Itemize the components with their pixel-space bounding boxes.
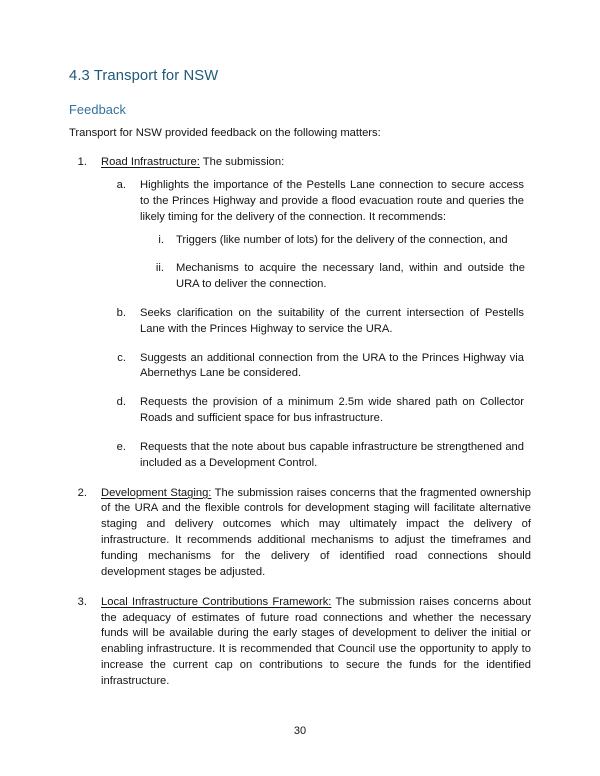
list-item-text: Mechanisms to acquire the necessary land, within and outside the URA to deliver the connection. <box>176 262 525 291</box>
list-item-marker: ii. <box>155 262 164 275</box>
list-item-lead-term: Road Infrastructure: <box>101 155 200 168</box>
list-item-marker: 2. <box>77 486 87 499</box>
page-title: 4.3 Transport for NSW <box>69 68 219 84</box>
list-item-text: The submission: <box>199 155 285 168</box>
list-item-marker: a. <box>116 178 126 191</box>
list-item <box>101 351 524 383</box>
list-item <box>69 595 531 690</box>
list-item-marker: e. <box>116 440 126 453</box>
list-item-marker: 3. <box>77 595 87 608</box>
list-item <box>101 395 524 427</box>
list-item-text: Suggests an additional connection from the URA to the Princes Highway via Abernethys Lane be considered. <box>140 351 524 380</box>
list-item <box>101 306 524 338</box>
list-item-text: Requests the provision of a minimum 2.5m wide shared path on Collector Roads and sufficient space for bus infrastructure. <box>140 396 524 425</box>
list-item <box>101 440 524 472</box>
sublist-level-3 <box>140 233 525 293</box>
page-number: 30 <box>293 725 307 737</box>
list-item-marker: c. <box>117 351 126 364</box>
list-item-marker: i. <box>158 234 164 247</box>
list-item <box>140 233 525 249</box>
list-item-marker: d. <box>116 396 126 409</box>
list-item-text: Seeks clarification on the suitability of the current intersection of Pestells Lane with the Princes Highway to service the URA. <box>140 306 524 335</box>
list-item-marker: 1. <box>77 155 87 168</box>
subsection-heading-feedback: Feedback <box>69 101 126 117</box>
list-item-lead-term: Local Infrastructure Contributions Framework: <box>101 595 332 608</box>
list-item-text: The submission raises concerns about the adequacy of estimates of future road connections and whether the necessary funds will be available during the early stages of development to deliver the initial or enabling infrastructure. It is recommended that Council use the opportunity to apply to increase the current cap on contributions to secure the funds for the identified infrastructure. <box>101 595 532 687</box>
list-item <box>69 155 531 472</box>
list-item-body <box>101 156 284 168</box>
list-item-lead-term: Development Staging: <box>101 486 212 499</box>
sublist-level-2 <box>101 178 524 472</box>
list-item-text: The submission raises concerns that the fragmented ownership of the URA and the flexible controls for development staging will facilitate alternative staging and delivery outcomes which may ultimately impact the delivery of infrastructure. It recommends additional mechanisms to adjust the timeframes and funding mechanisms for the delivery of identified road connections should development stages be adjusted. <box>101 486 532 578</box>
list-item-marker: b. <box>116 306 126 319</box>
page-content <box>69 68 531 690</box>
list-item-text: Triggers (like number of lots) for the delivery of the connection, and <box>176 234 508 247</box>
intro-paragraph: Transport for NSW provided feedback on the following matters: <box>69 127 381 140</box>
list-item <box>69 486 531 581</box>
list-item <box>140 261 525 293</box>
feedback-list <box>69 155 531 690</box>
list-item <box>101 178 524 293</box>
list-item-text: Requests that the note about bus capable infrastructure be strengthened and included as a Development Control. <box>140 440 524 469</box>
list-item-text: Highlights the importance of the Pestells Lane connection to secure access to the Princes Highway and provide a flood evacuation route and queries the likely timing for the delivery of the connection. It recommends: <box>140 178 524 223</box>
